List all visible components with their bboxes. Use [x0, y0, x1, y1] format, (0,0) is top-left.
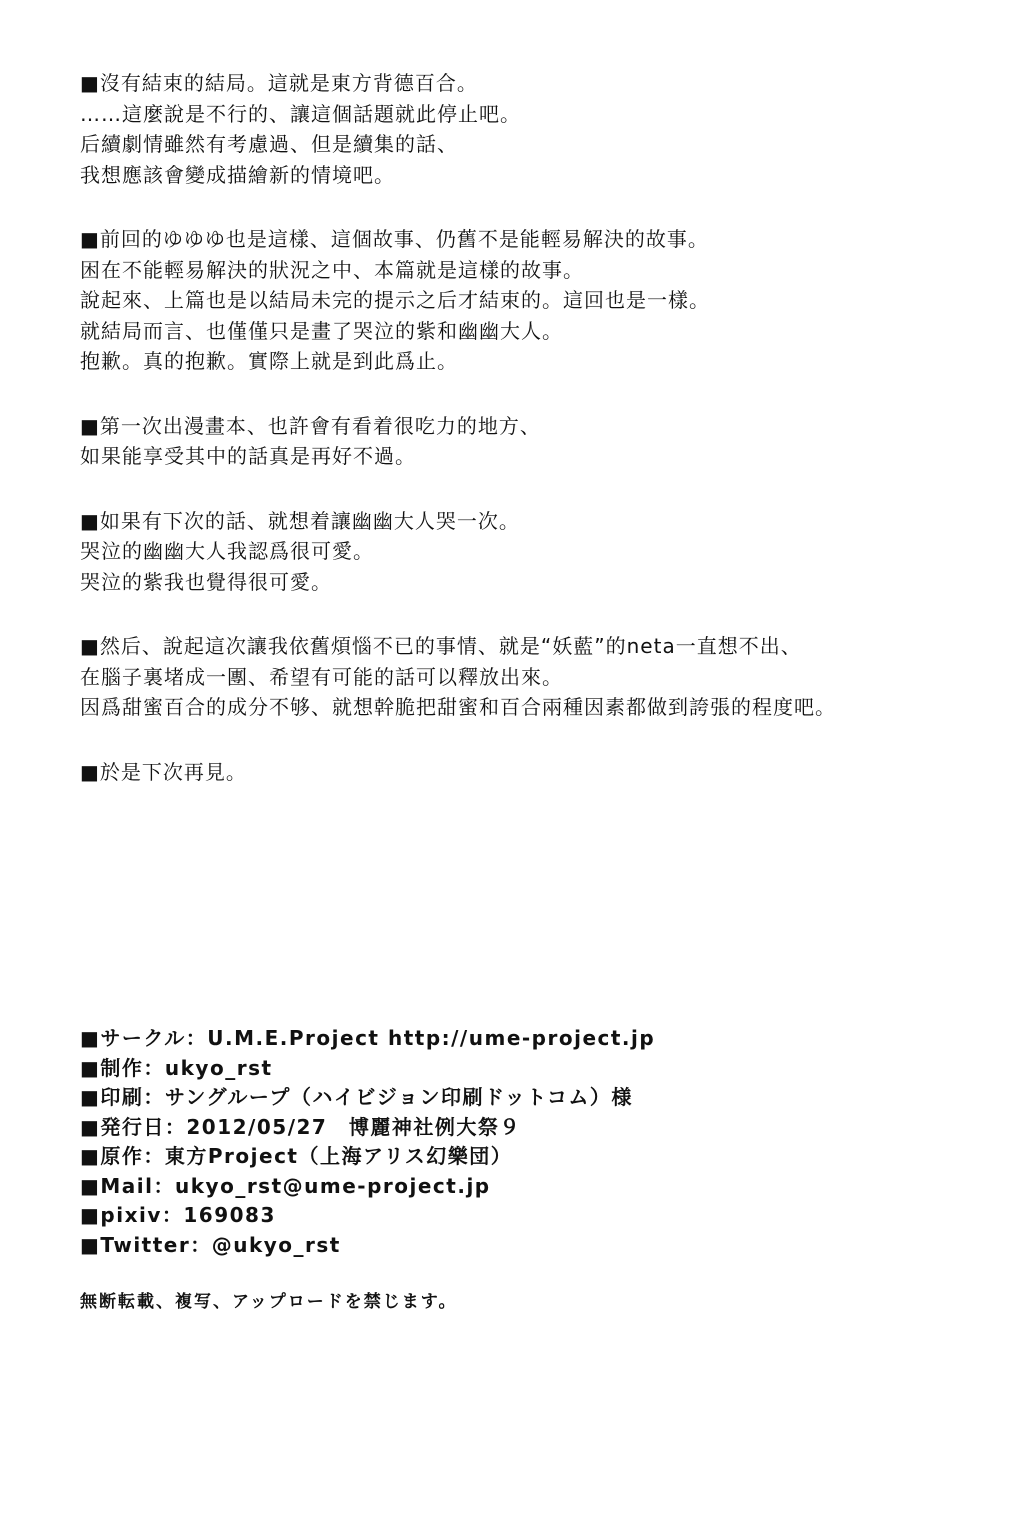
- credit-author: ■制作：ukyo_rst: [80, 1055, 273, 1080]
- credit-issue-date: ■発行日：2012/05/27 博麗神社例大祭９: [80, 1114, 521, 1139]
- afterword-line: 如果能享受其中的話真是再好不過。: [80, 444, 416, 468]
- copyright-notice: 無断転載、複写、アップロードを禁じます。: [80, 1292, 458, 1312]
- afterword-line: 就結局而言、也僅僅只是畫了哭泣的紫和幽幽大人。: [80, 318, 563, 343]
- afterword: [80, 68, 980, 821]
- credit-mail: ■Mail：ukyo_rst@ume-project.jp: [80, 1173, 491, 1198]
- afterword-paragraph: [80, 68, 980, 190]
- afterword-line: 說起來、上篇也是以結局未完的提示之后才結束的。這回也是一樣。: [80, 288, 710, 312]
- afterword-line: ……這麼說是不行的、讓這個話題就此停止吧。: [80, 101, 521, 126]
- afterword-line: 后續劇情雖然有考慮過、但是續集的話、: [80, 132, 458, 156]
- afterword-paragraph: [80, 506, 980, 598]
- credits-block: [80, 1024, 980, 1260]
- afterword-paragraph: [80, 411, 980, 472]
- credit-printer: ■印刷：サングループ（ハイビジョン印刷ドットコム）様: [80, 1085, 633, 1109]
- afterword-line: ■第一次出漫畫本、也許會有看着很吃力的地方、: [80, 413, 541, 438]
- afterword-paragraph: [80, 757, 980, 788]
- credit-circle: ■サークル：U.M.E.Project http://ume-project.jp: [80, 1026, 656, 1050]
- afterword-line: 哭泣的紫我也覺得很可愛。: [80, 569, 332, 594]
- afterword-line: ■然后、說起這次讓我依舊煩惱不已的事情、就是“妖藍”的neta一直想不出、: [80, 634, 802, 658]
- afterword-line: ■如果有下次的話、就想着讓幽幽大人哭一次。: [80, 508, 520, 533]
- afterword-line: 因爲甜蜜百合的成分不够、就想幹脆把甜蜜和百合兩種因素都做到誇張的程度吧。: [80, 695, 836, 719]
- credit-pixiv: ■pixiv：169083: [80, 1203, 276, 1227]
- afterword-line: ■前回的ゆゆゆ也是這樣、這個故事、仍舊不是能輕易解決的故事。: [80, 227, 709, 251]
- afterword-line: 哭泣的幽幽大人我認爲很可愛。: [80, 539, 374, 563]
- afterword-line: 在腦子裏堵成一團、希望有可能的話可以釋放出來。: [80, 664, 563, 689]
- credit-original-work: ■原作：東方Project（上海アリス幻樂団）: [80, 1144, 513, 1168]
- afterword-line: ■沒有結束的結局。這就是東方背德百合。: [80, 71, 478, 95]
- afterword-line: 我想應該會變成描繪新的情境吧。: [80, 162, 395, 187]
- afterword-paragraph: [80, 224, 980, 377]
- afterword-line: ■於是下次再見。: [80, 759, 247, 784]
- afterword-line: 困在不能輕易解決的狀況之中、本篇就是這樣的故事。: [80, 257, 584, 282]
- credit-twitter: ■Twitter：@ukyo_rst: [80, 1232, 341, 1257]
- afterword-line: 抱歉。真的抱歉。實際上就是到此爲止。: [80, 349, 458, 373]
- afterword-paragraph: [80, 631, 980, 723]
